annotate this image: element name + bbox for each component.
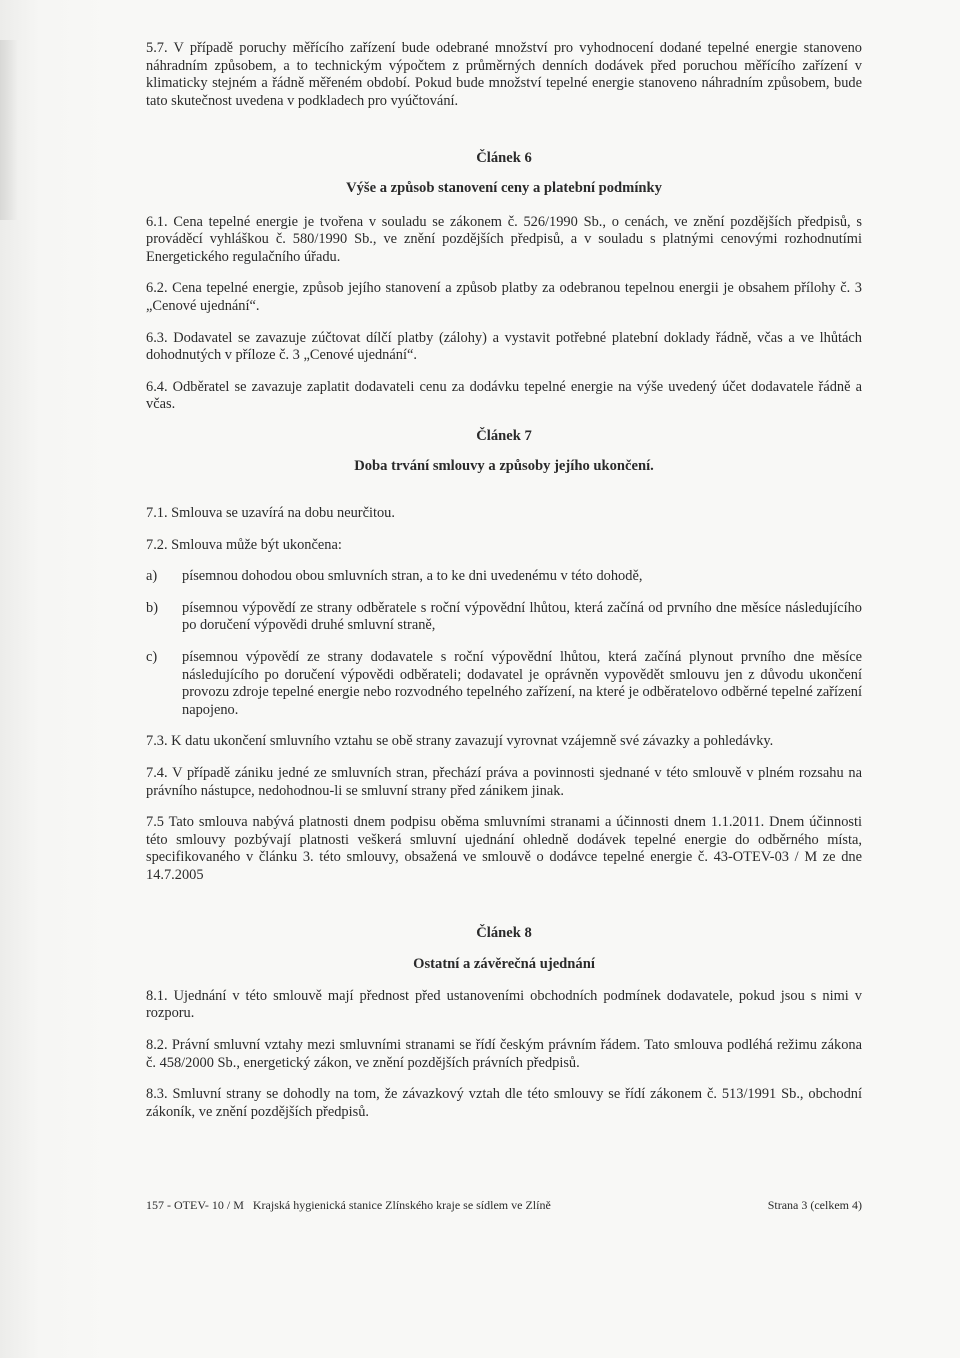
list-item [146,600,862,635]
paragraph-8-1: 8.1. Ujednání v této smlouvě mají přednost před ustanoveními obchodních podmínek dodavatele, pokud jsou s nimi v rozporu. [146,987,862,1022]
article-8 [146,925,862,1122]
article-8-number: Článek 8 [476,924,532,941]
list-marker: b) [146,599,158,616]
paragraph-7-2: 7.2. Smlouva může být ukončena: [146,536,342,553]
paragraph-7-1: 7.1. Smlouva se uzavírá na dobu neurčitou. [146,505,395,522]
list-item [146,568,862,586]
paragraph-7-4: 7.4. V případě zániku jedné ze smluvních stran, přechází práva a povinnosti sjednané v této smlouvě v plném rozsahu na právního nástupce, nedohodnou-li se smluvní strany před zánikem jinak. [146,765,862,799]
article-7 [146,428,862,885]
list-marker: c) [146,649,158,666]
article-8-title: Ostatní a závěrečná ujednání [413,956,595,973]
article-7-title: Doba trvání smlouvy a způsoby jejího ukončení. [354,457,654,474]
article-6 [146,150,862,414]
article-6-title: Výše a způsob stanovení ceny a platební podmínky [346,179,662,196]
list-item [146,649,862,719]
article-7-number: Článek 7 [476,427,532,444]
paragraph-6-3: 6.3. Dodavatel se zavazuje zúčtovat dílčí platby (zálohy) a vystavit potřebné platební doklady řádně, včas a ve lhůtách dohodnutých v příloze č. 3 „Cenové ujednání“. [146,329,862,364]
paragraph-6-2: 6.2. Cena tepelné energie, způsob jejího stanovení a způsob platby za odebranou tepelnou energii je obsahem přílohy č. 3 „Cenové ujednání“. [146,280,862,314]
paragraph-5-7: 5.7. V případě poruchy měřícího zařízení bude odebrané množství pro vyhodnocení dodané tepelné energie stanoveno náhradním způsobem, a to technickým výpočtem z průměrných denních dodávek před poruchou měřícího zařízení v klimaticky stejném a řádně měřeném období. Pokud bude množství tepelné energie stanoveno náhradním způsobem, bude tato skutečnost uvedena v podkladech pro vyúčtování. [146,40,862,109]
scan-edge-shadow [0,40,18,220]
list-marker: a) [146,568,158,585]
paragraph-7-3: 7.3. K datu ukončení smluvního vztahu se obě strany zavazují vyrovnat vzájemně své závazky a pohledávky. [146,733,774,750]
footer-left: 157 - OTEV- 10 / M Krajská hygienická stanice Zlínského kraje se sídlem ve Zlíně [146,1198,551,1212]
list-text: písemnou dohodou obou smluvních stran, a to ke dni uvedenému v této dohodě, [182,568,643,585]
list-text: písemnou výpovědí ze strany dodavatele s roční výpovědní lhůtou, která začíná plynout prvního dne měsíce následujícího po doručení výpovědi odběrateli; dodavatel je oprávněn vypovědět smlouvu jen z důvodu ukončení provozu zdroje tepelné energie nebo rozvodného tepelného zařízení, na které je odběratelovo odběrné tepelné zařízení napojeno. [182,649,862,718]
page-content [146,40,862,1135]
paragraph-6-4: 6.4. Odběratel se zavazuje zaplatit dodavateli cenu za dodávku tepelné energie na výše uvedený účet dodavatele řádně a včas. [146,378,862,413]
termination-list [146,568,862,719]
paragraph-7-5: 7.5 Tato smlouva nabývá platnosti dnem podpisu oběma smluvními stranami a účinnosti dnem 1.1.2011. Dnem účinnosti této smlouvy pozbývají platnosti veškerá smluvní ujednání ohledně dodávek tepelné energie do odběrného místa, specifikovaného v článku 3. této smlouvy, obsažená ve smlouvě o dodávce tepelné energie č. 43-OTEV-03 / M ze dne 14.7.2005 [146,814,862,883]
paragraph-8-3: 8.3. Smluvní strany se dohodly na tom, že závazkový vztah dle této smlouvy se řídí zákonem č. 513/1991 Sb., obchodní zákoník, ve znění pozdějších předpisů. [146,1086,862,1120]
article-6-number: Článek 6 [476,150,532,167]
paragraph-6-1: 6.1. Cena tepelné energie je tvořena v souladu se zákonem č. 526/1990 Sb., o cenách, ve znění pozdějších předpisů, s prováděcí vyhláškou č. 580/1990 Sb., ve znění pozdějších předpisů, a v souladu s platnými cenovými rozhodnutími Energetického regulačního úřadu. [146,213,862,265]
page-footer [146,1198,862,1213]
page-number: Strana 3 (celkem 4) [767,1198,862,1212]
list-text: písemnou výpovědí ze strany odběratele s roční výpovědní lhůtou, která začíná od prvního dne měsíce následujícího po doručení výpovědi druhé smluvní straně, [182,599,862,634]
paragraph-8-2: 8.2. Právní smluvní vztahy mezi smluvními stranami se řídí českým právním řádem. Tato smlouva podléhá režimu zákona č. 458/2000 Sb., energetický zákon, ve znění pozdějších právních předpisů. [146,1036,862,1071]
